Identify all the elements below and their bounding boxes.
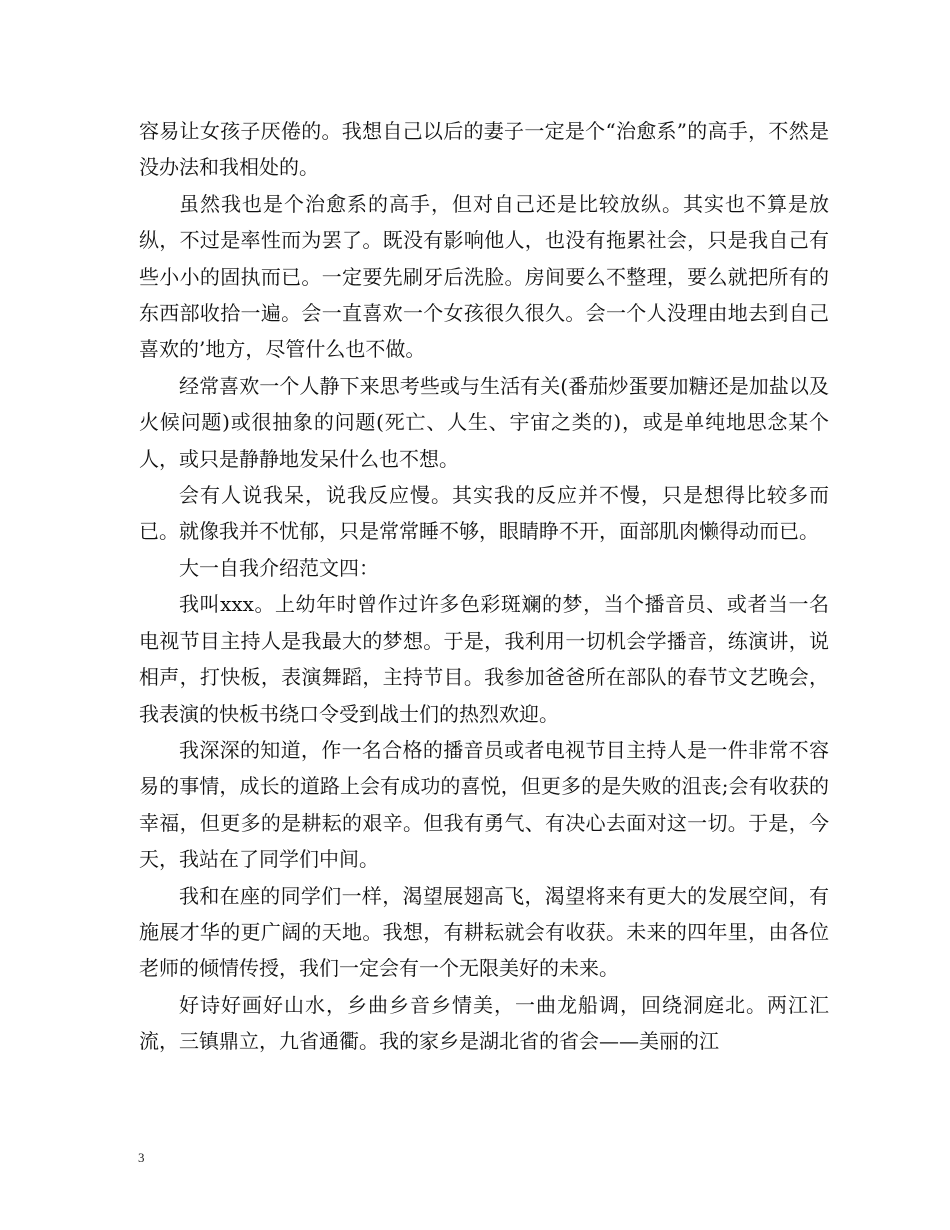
paragraph: 容易让女孩子厌倦的。我想自己以后的妻子一定是个“治愈系”的高手，不然是没办法和我相处的。 [139, 119, 829, 180]
body-text [139, 113, 829, 1060]
page-number: 3 [138, 1150, 145, 1165]
paragraph: 我深深的知道，作一名合格的播音员或者电视节目主持人是一件非常不容易的事情，成长的道路上会有成功的喜悦，但更多的是失败的沮丧;会有收获的幸福，但更多的是耕耘的艰辛。但我有勇气、有决心去面对这一切。于是，今天，我站在了同学们中间。 [139, 737, 829, 872]
paragraph: 经常喜欢一个人静下来思考些或与生活有关(番茄炒蛋要加糖还是加盐以及火候问题)或很抽象的问题(死亡、人生、宇宙之类的)，或是单纯地思念某个人，或只是静静地发呆什么也不想。 [139, 373, 829, 471]
paragraph: 会有人说我呆，说我反应慢。其实我的反应并不慢，只是想得比较多而已。就像我并不忧郁，只是常常睡不够，眼睛睁不开，面部肌肉懒得动而已。 [139, 483, 829, 544]
paragraph: 我叫xxx。上幼年时曾作过许多色彩斑斓的梦，当个播音员、或者当一名电视节目主持人是我最大的梦想。于是，我利用一切机会学播音，练演讲，说相声，打快板，表演舞蹈，主持节目。我参加爸爸所在部队的春节文艺晚会，我表演的快板书绕口令受到战士们的热烈欢迎。 [139, 592, 829, 726]
paragraph: 我和在座的同学们一样，渴望展翅高飞，渴望将来有更大的发展空间，有施展才华的更广阔的天地。我想，有耕耘就会有收获。未来的四年里，由各位老师的倾情传授，我们一定会有一个无限美好的未来。 [139, 883, 829, 981]
section-heading: 大一自我介绍范文四： [179, 555, 379, 580]
paragraph: 虽然我也是个治愈系的高手，但对自己还是比较放纵。其实也不算是放纵，不过是率性而为罢了。既没有影响他人，也没有拖累社会，只是我自己有些小小的固执而已。一定要先刷牙后洗脸。房间要么不整理，要么就把所有的东西部收拾一遍。会一直喜欢一个女孩很久很久。会一个人没理由地去到自己喜欢的’地方，尽管什么也不做。 [139, 191, 829, 362]
paragraph: 好诗好画好山水，乡曲乡音乡情美，一曲龙船调，回绕洞庭北。两江汇流，三镇鼎立，九省通衢。我的家乡是湖北省的省会——美丽的江 [139, 992, 829, 1054]
